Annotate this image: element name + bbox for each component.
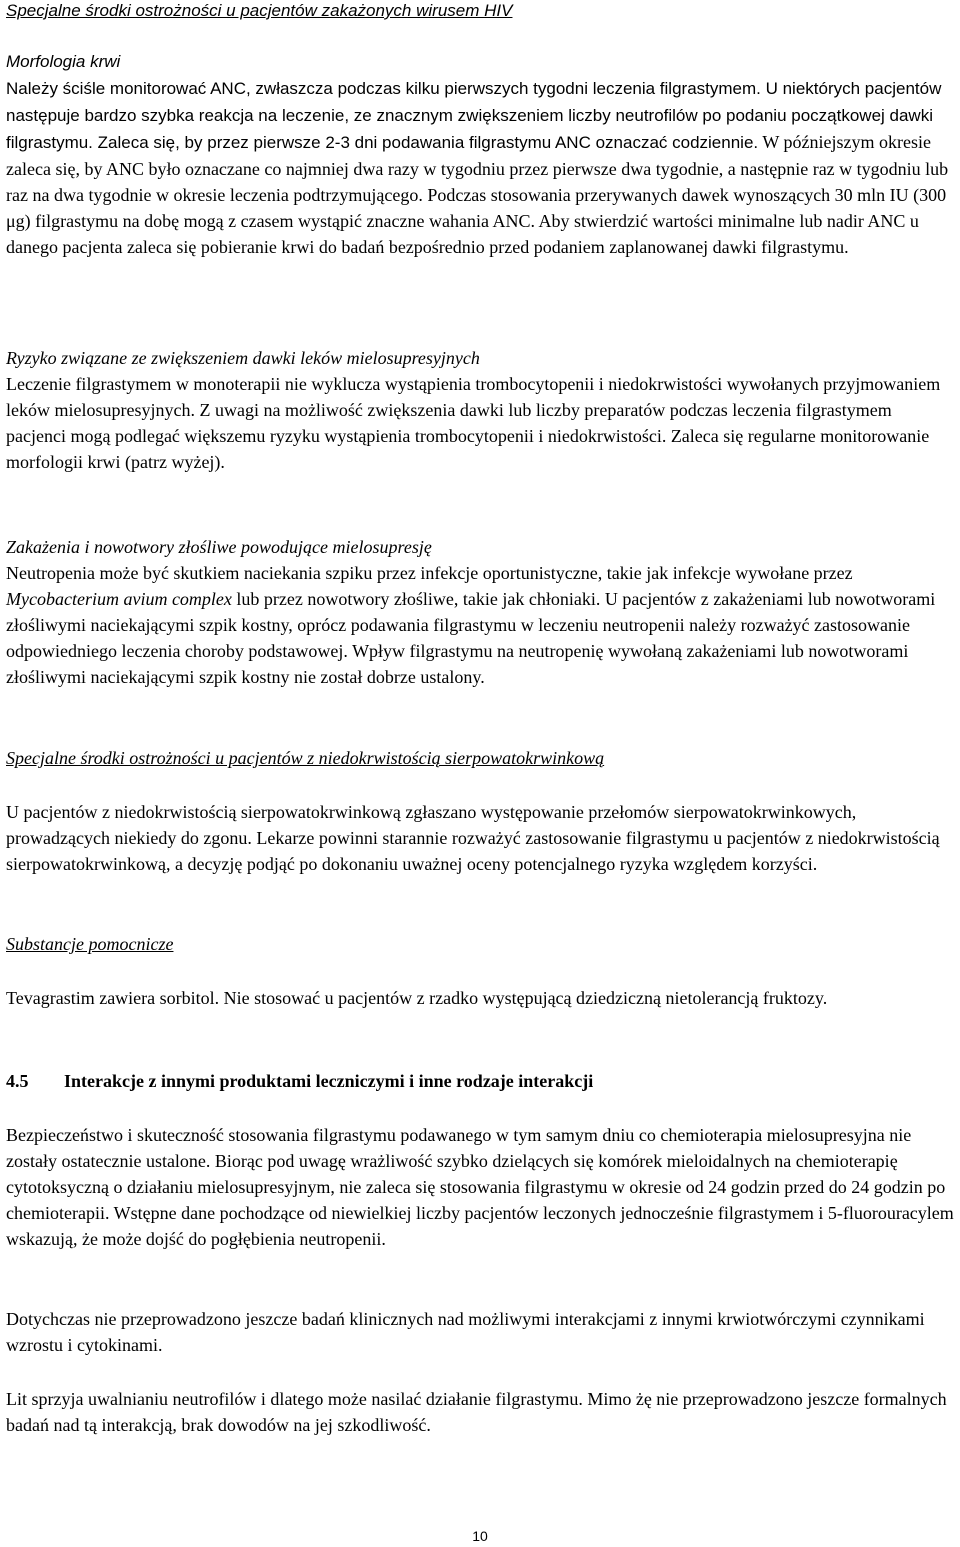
section-title: Interakcje z innymi produktami leczniczymi i inne rodzaje interakcji: [64, 1071, 594, 1091]
section-heading: [6, 1068, 956, 1094]
risk-heading: Ryzyko związane ze zwiększeniem dawki leków mielosupresyjnych: [6, 348, 480, 368]
infection-heading: Zakażenia i nowotwory złośliwe powodujące mielosupresję: [6, 537, 432, 557]
infection-text-1: Neutropenia może być skutkiem naciekania szpiku przez infekcje oportunistyczne, takie jak infekcje wywołane przez: [6, 563, 853, 583]
blood-count-text-sans: Należy ściśle monitorować ANC, zwłaszcza podczas kilku pierwszych tygodni leczenia filgrastymem. U niektórych pacjentów następuje bardzo szybka reakcja na leczenie, ze znacznym zwiększeniem liczby neutrofilów po podaniu początkowej dawki filgrastymu. Zaleca się, by przez pierwsze 2-3 dni podawania filgrastymu ANC oznaczać codziennie.: [6, 79, 942, 152]
blood-count-text-serif: W późniejszym okresie zaleca się, by ANC było oznaczane co najmniej dwa razy w tygodniu przez pierwsze dwa tygodnie, a następnie raz w tygodniu lub raz na dwa tygodnie w okresie leczenia podtrzymującego. Podczas stosowania przerywanych dawek wynoszących 30 mln IU (300 μg) filgrastymu na dobę mogą z czasem wystąpić znaczne wahania ANC. Aby stwierdzić wartości minimalne lub nadir ANC u danego pacjenta zaleca się pobieranie krwi do badań bezpośrednio przed podaniem zaplanowanej dawki filgrastymu.: [6, 132, 949, 257]
excipients-paragraph: Tevagrastim zawiera sorbitol. Nie stosować u pacjentów z rzadko występującą dziedziczną nietolerancją fruktozy.: [6, 988, 828, 1008]
blood-count-paragraph: [6, 75, 956, 260]
risk-paragraph: Leczenie filgrastymem w monoterapii nie wyklucza wystąpienia trombocytopenii i niedokrwistości wywołanych przyjmowaniem leków mielosupresyjnych. Z uwagi na możliwość zwiększenia dawki lub liczby preparatów podczas leczenia filgrastymem pacjenci mogą podlegać większemu ryzyku wystąpienia trombocytopenii i niedokrwistości. Zaleca się regularne monitorowanie morfologii krwi (patrz wyżej).: [6, 374, 941, 472]
section-number: 4.5: [6, 1071, 29, 1091]
blood-count-heading: Morfologia krwi: [6, 52, 121, 71]
interactions-paragraph-2: Dotychczas nie przeprowadzono jeszcze badań klinicznych nad możliwymi interakcjami z innymi krwiotwórczymi czynnikami wzrostu i cytokinami.: [6, 1309, 925, 1355]
interactions-paragraph-3: Lit sprzyja uwalnianiu neutrofilów i dlatego może nasilać działanie filgrastymu. Mimo żę nie przeprowadzono jeszcze formalnych badań nad tą interakcją, brak dowodów na jej szkodliwość.: [6, 1389, 947, 1435]
infection-organism-name: Mycobacterium avium complex: [6, 589, 232, 609]
sickle-cell-paragraph: U pacjentów z niedokrwistością sierpowatokrwinkową zgłaszano występowanie przełomów sierpowatokrwinkowych, prowadzących niekiedy do zgonu. Lekarze powinni starannie rozważyć zastosowanie filgrastymu u pacjentów z niedokrwistością sierpowatokrwinkową, a decyzję podjąć po dokonaniu uważnej oceny potencjalnego ryzyka względem korzyści.: [6, 802, 940, 874]
page-number: 10: [472, 1528, 488, 1544]
interactions-paragraph-1: Bezpieczeństwo i skuteczność stosowania filgrastymu podawanego w tym samym dniu co chemioterapia mielosupresyjna nie zostały ostatecznie ustalone. Biorąc pod uwagę wrażliwość szybko dzielących się komórek mieloidalnych na chemioterapię cytotoksyczną o działaniu mielosupresyjnym, nie zaleca się stosowania filgrastymu w okresie od 24 godzin przed do 24 godzin po chemioterapii. Wstępne dane pochodzące od niewielkiej liczby pacjentów leczonych jednocześnie filgrastymem i 5-fluorouracylem wskazują, że może dojść do pogłębienia neutropenii.: [6, 1125, 954, 1249]
hiv-heading: Specjalne środki ostrożności u pacjentów zakażonych wirusem HIV: [6, 1, 513, 20]
infection-paragraph: [6, 560, 956, 690]
infection-text-2: lub przez nowotwory złośliwe, takie jak chłoniaki. U pacjentów z zakażeniami lub nowotworami złośliwymi naciekającymi szpik kostny, oprócz podawania filgrastymu w leczeniu neutropenii należy rozważyć zastosowanie odpowiedniego leczenia choroby podstawowej. Wpływ filgrastymu na neutropenię wywołaną zakażeniami lub nowotworami złośliwymi naciekającymi szpik kostny nie został dobrze ustalony.: [6, 589, 936, 687]
excipients-heading: Substancje pomocnicze: [6, 934, 174, 954]
sickle-cell-heading: Specjalne środki ostrożności u pacjentów z niedokrwistością sierpowatokrwinkową: [6, 748, 605, 768]
